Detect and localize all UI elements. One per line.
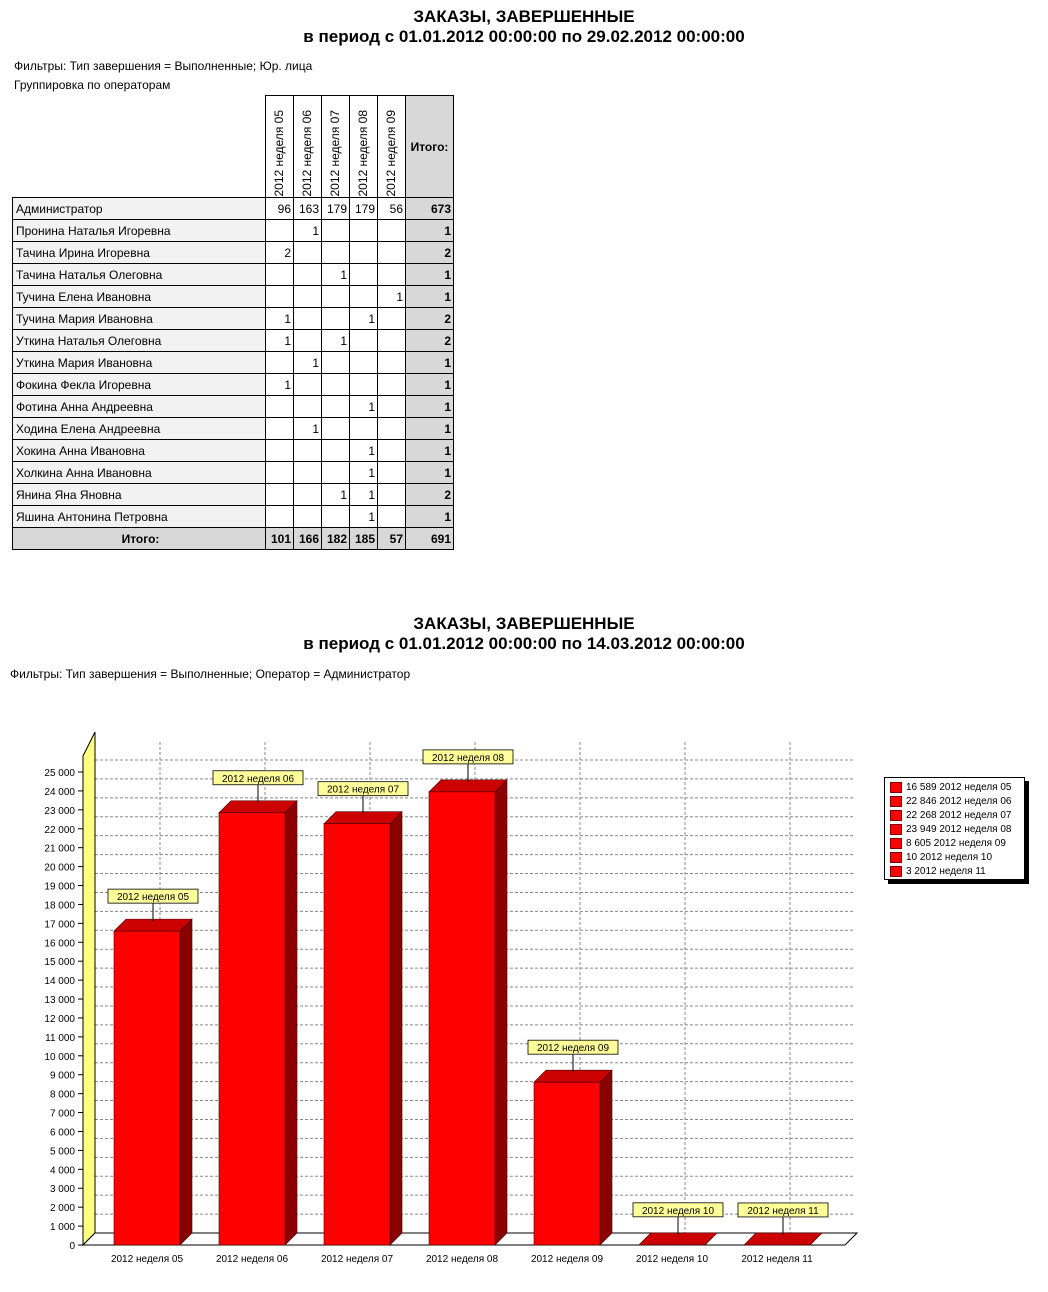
count-cell	[322, 286, 350, 308]
legend-swatch	[890, 838, 902, 849]
table-row	[13, 286, 454, 308]
column-header	[322, 96, 350, 198]
report1-title-line1: ЗАКАЗЫ, ЗАВЕРШЕННЫЕ	[413, 7, 635, 26]
count-cell	[294, 242, 322, 264]
x-tick-label: 2012 неделя 10	[635, 1254, 709, 1265]
y-tick-label: 14 000	[44, 976, 75, 988]
count-cell	[378, 308, 406, 330]
legend-label: 10 2012 неделя 10	[906, 851, 993, 863]
operator-name: Пронина Наталья Игоревна	[13, 220, 266, 242]
count-cell	[322, 374, 350, 396]
x-tick-label: 2012 неделя 08	[425, 1254, 499, 1265]
y-tick-label: 9 000	[49, 1070, 75, 1082]
data-label: 2012 неделя 05	[116, 892, 190, 904]
operator-name: Холкина Анна Ивановна	[13, 462, 266, 484]
x-tick-label: 2012 неделя 07	[320, 1254, 394, 1265]
count-cell	[378, 352, 406, 374]
y-tick-label: 13 000	[44, 995, 75, 1007]
count-cell: 2	[266, 242, 294, 264]
count-cell: 1	[350, 308, 378, 330]
count-cell	[378, 484, 406, 506]
count-cell: 163	[294, 198, 322, 220]
count-cell	[322, 396, 350, 418]
column-header-label: 2012 неделя 05	[272, 110, 286, 197]
operator-name: Яшина Антонина Петровна	[13, 506, 266, 528]
y-tick-label: 19 000	[44, 881, 75, 893]
count-cell: 1	[350, 506, 378, 528]
row-total-cell: 1	[406, 220, 454, 242]
legend-swatch	[890, 810, 902, 821]
legend-entry	[885, 780, 1024, 794]
count-cell: 1	[266, 308, 294, 330]
report1-filters: Фильтры: Тип завершения = Выполненные; Юр. лица	[14, 59, 313, 73]
column-header-label: 2012 неделя 07	[328, 110, 342, 197]
column-header-label: 2012 неделя 06	[300, 110, 314, 197]
x-tick-label: 2012 неделя 09	[530, 1254, 604, 1265]
y-tick-label: 22 000	[44, 824, 75, 836]
report2-title-line1: ЗАКАЗЫ, ЗАВЕРШЕННЫЕ	[413, 614, 635, 633]
count-cell: 57	[378, 528, 406, 550]
legend-swatch	[890, 796, 902, 807]
count-cell	[322, 220, 350, 242]
count-cell: 1	[294, 352, 322, 374]
operator-name: Уткина Наталья Олеговна	[13, 330, 266, 352]
y-tick-label: 20 000	[44, 862, 75, 874]
row-total-cell: 2	[406, 484, 454, 506]
table-row	[13, 352, 454, 374]
y-tick-label: 18 000	[44, 900, 75, 912]
legend-entry	[885, 836, 1024, 850]
count-cell	[378, 418, 406, 440]
count-cell: 1	[322, 330, 350, 352]
y-tick-label: 1 000	[49, 1222, 75, 1234]
count-cell	[378, 220, 406, 242]
table-total-row	[13, 528, 454, 550]
report2-title-line2: в период с 01.01.2012 00:00:00 по 14.03.2012 00:00:00	[303, 634, 745, 653]
legend-swatch	[890, 782, 902, 793]
count-cell	[266, 506, 294, 528]
y-tick-label: 7 000	[49, 1108, 75, 1120]
table-row	[13, 242, 454, 264]
count-cell	[378, 396, 406, 418]
operator-name: Фокина Фекла Игоревна	[13, 374, 266, 396]
y-tick-label: 4 000	[49, 1165, 75, 1177]
count-cell	[350, 242, 378, 264]
count-cell	[350, 352, 378, 374]
operator-name: Фотина Анна Андреевна	[13, 396, 266, 418]
count-cell	[350, 286, 378, 308]
count-cell: 1	[350, 462, 378, 484]
column-header	[350, 96, 378, 198]
count-cell	[294, 374, 322, 396]
count-cell	[266, 462, 294, 484]
count-cell	[350, 418, 378, 440]
legend-label: 8 605 2012 неделя 09	[906, 837, 1006, 849]
table-header-row	[13, 96, 454, 198]
operator-name: Янина Яна Яновна	[13, 484, 266, 506]
y-tick-label: 21 000	[44, 843, 75, 855]
count-cell: 56	[378, 198, 406, 220]
y-tick-label: 17 000	[44, 919, 75, 931]
table-row	[13, 374, 454, 396]
count-cell	[350, 330, 378, 352]
row-total-cell: 1	[406, 418, 454, 440]
y-tick-label: 16 000	[44, 938, 75, 950]
legend-entry	[885, 794, 1024, 808]
y-tick-label: 23 000	[44, 805, 75, 817]
row-total-cell: 2	[406, 330, 454, 352]
report1-title-line2: в период с 01.01.2012 00:00:00 по 29.02.2012 00:00:00	[303, 27, 745, 46]
count-cell	[266, 220, 294, 242]
y-tick-label: 6 000	[49, 1127, 75, 1139]
table-row	[13, 198, 454, 220]
operator-name: Тачина Ирина Игоревна	[13, 242, 266, 264]
count-cell	[322, 352, 350, 374]
count-cell: 1	[322, 264, 350, 286]
y-tick-label: 11 000	[45, 1032, 75, 1044]
table-row	[13, 330, 454, 352]
column-header	[294, 96, 322, 198]
count-cell: 182	[322, 528, 350, 550]
count-cell: 1	[350, 440, 378, 462]
legend-label: 3 2012 неделя 11	[906, 865, 986, 877]
legend-swatch	[890, 852, 902, 863]
count-cell: 1	[266, 374, 294, 396]
table-row	[13, 396, 454, 418]
row-total-cell: 691	[406, 528, 454, 550]
bar	[429, 792, 495, 1245]
row-total-cell: 1	[406, 440, 454, 462]
count-cell	[322, 462, 350, 484]
column-header	[378, 96, 406, 198]
data-label: 2012 неделя 08	[431, 752, 505, 764]
x-tick-label: 2012 неделя 05	[110, 1254, 184, 1265]
count-cell: 166	[294, 528, 322, 550]
bar-side	[285, 801, 297, 1245]
operators-table	[12, 95, 454, 550]
table-row	[13, 506, 454, 528]
count-cell	[322, 308, 350, 330]
count-cell	[294, 330, 322, 352]
y-tick-label: 25 000	[44, 768, 75, 779]
count-cell	[294, 396, 322, 418]
count-cell	[266, 286, 294, 308]
count-cell: 179	[350, 198, 378, 220]
total-column-header: Итого:	[406, 96, 454, 198]
table-corner	[13, 96, 266, 198]
row-total-cell: 2	[406, 308, 454, 330]
y-tick-label: 2 000	[49, 1203, 75, 1215]
column-header	[266, 96, 294, 198]
table-row	[13, 484, 454, 506]
data-label: 2012 неделя 06	[221, 773, 295, 785]
bar	[114, 931, 180, 1245]
operator-name: Тучина Елена Ивановна	[13, 286, 266, 308]
count-cell	[322, 418, 350, 440]
report1-grouping: Группировка по операторам	[14, 78, 171, 92]
chart-legend	[884, 777, 1025, 880]
count-cell	[350, 220, 378, 242]
count-cell	[378, 330, 406, 352]
y-tick-label: 10 000	[44, 1051, 75, 1063]
row-total-cell: 1	[406, 264, 454, 286]
count-cell: 179	[322, 198, 350, 220]
count-cell	[378, 374, 406, 396]
count-cell: 185	[350, 528, 378, 550]
row-total-cell: 1	[406, 506, 454, 528]
legend-entry	[885, 822, 1024, 836]
count-cell	[294, 440, 322, 462]
y-tick-label: 24 000	[44, 786, 75, 798]
row-total-cell: 1	[406, 286, 454, 308]
table-row	[13, 220, 454, 242]
count-cell: 1	[294, 220, 322, 242]
table-row	[13, 264, 454, 286]
data-label: 2012 неделя 09	[536, 1043, 610, 1055]
row-total-cell: 1	[406, 374, 454, 396]
count-cell	[294, 264, 322, 286]
row-total-cell: 673	[406, 198, 454, 220]
operator-name: Хокина Анна Ивановна	[13, 440, 266, 462]
legend-swatch	[890, 866, 902, 877]
bar	[324, 824, 390, 1245]
bar	[219, 813, 285, 1245]
x-tick-label: 2012 неделя 11	[741, 1254, 813, 1265]
table-row	[13, 418, 454, 440]
count-cell: 96	[266, 198, 294, 220]
count-cell	[322, 242, 350, 264]
legend-entry	[885, 850, 1024, 864]
count-cell	[350, 374, 378, 396]
count-cell	[322, 440, 350, 462]
operator-name: Администратор	[13, 198, 266, 220]
count-cell	[266, 264, 294, 286]
row-total-cell: 2	[406, 242, 454, 264]
count-cell	[294, 286, 322, 308]
count-cell	[294, 484, 322, 506]
count-cell	[294, 308, 322, 330]
count-cell	[378, 264, 406, 286]
report2-filters: Фильтры: Тип завершения = Выполненные; Оператор = Администратор	[10, 667, 411, 681]
table-row	[13, 308, 454, 330]
operator-name: Уткина Мария Ивановна	[13, 352, 266, 374]
table-row	[13, 440, 454, 462]
count-cell	[322, 506, 350, 528]
count-cell: 1	[350, 484, 378, 506]
x-tick-label: 2012 неделя 06	[215, 1254, 289, 1265]
y-tick-label: 5 000	[49, 1146, 75, 1158]
y-tick-label: 0	[69, 1241, 75, 1252]
count-cell	[350, 264, 378, 286]
total-row-label: Итого:	[13, 528, 266, 550]
count-cell	[378, 440, 406, 462]
bar-side	[390, 812, 402, 1245]
count-cell	[266, 440, 294, 462]
y-tick-label: 3 000	[49, 1184, 75, 1196]
count-cell: 1	[378, 286, 406, 308]
count-cell: 1	[322, 484, 350, 506]
column-header-label: 2012 неделя 09	[384, 110, 398, 197]
row-total-cell: 1	[406, 352, 454, 374]
count-cell: 1	[350, 396, 378, 418]
y-tick-label: 8 000	[49, 1089, 75, 1101]
bar-side	[180, 919, 192, 1245]
count-cell	[294, 462, 322, 484]
legend-entry	[885, 808, 1024, 822]
operator-name: Тачина Наталья Олеговна	[13, 264, 266, 286]
y-tick-label: 12 000	[44, 1013, 75, 1025]
count-cell	[266, 418, 294, 440]
y-axis-wall	[83, 732, 95, 1245]
count-cell	[294, 506, 322, 528]
count-cell	[378, 506, 406, 528]
legend-label: 22 268 2012 неделя 07	[906, 809, 1012, 821]
count-cell: 101	[266, 528, 294, 550]
legend-entry	[885, 864, 1024, 878]
operator-name: Тучина Мария Ивановна	[13, 308, 266, 330]
legend-swatch	[890, 824, 902, 835]
count-cell	[266, 484, 294, 506]
column-header-label: 2012 неделя 08	[356, 110, 370, 197]
bar-side	[495, 780, 507, 1245]
bar-side	[600, 1070, 612, 1245]
legend-label: 16 589 2012 неделя 05	[906, 781, 1012, 793]
count-cell	[378, 242, 406, 264]
y-tick-label: 15 000	[44, 957, 75, 969]
count-cell: 1	[294, 418, 322, 440]
count-cell: 1	[266, 330, 294, 352]
data-label: 2012 неделя 11	[747, 1205, 819, 1217]
row-total-cell: 1	[406, 396, 454, 418]
count-cell	[378, 462, 406, 484]
row-total-cell: 1	[406, 462, 454, 484]
count-cell	[266, 352, 294, 374]
data-label: 2012 неделя 07	[326, 784, 400, 796]
table-row	[13, 462, 454, 484]
legend-label: 22 846 2012 неделя 06	[906, 795, 1012, 807]
table-body	[13, 198, 454, 550]
operator-name: Ходина Елена Андреевна	[13, 418, 266, 440]
count-cell	[266, 396, 294, 418]
data-label: 2012 неделя 10	[641, 1205, 715, 1217]
bar	[534, 1082, 600, 1245]
legend-label: 23 949 2012 неделя 08	[906, 823, 1012, 835]
